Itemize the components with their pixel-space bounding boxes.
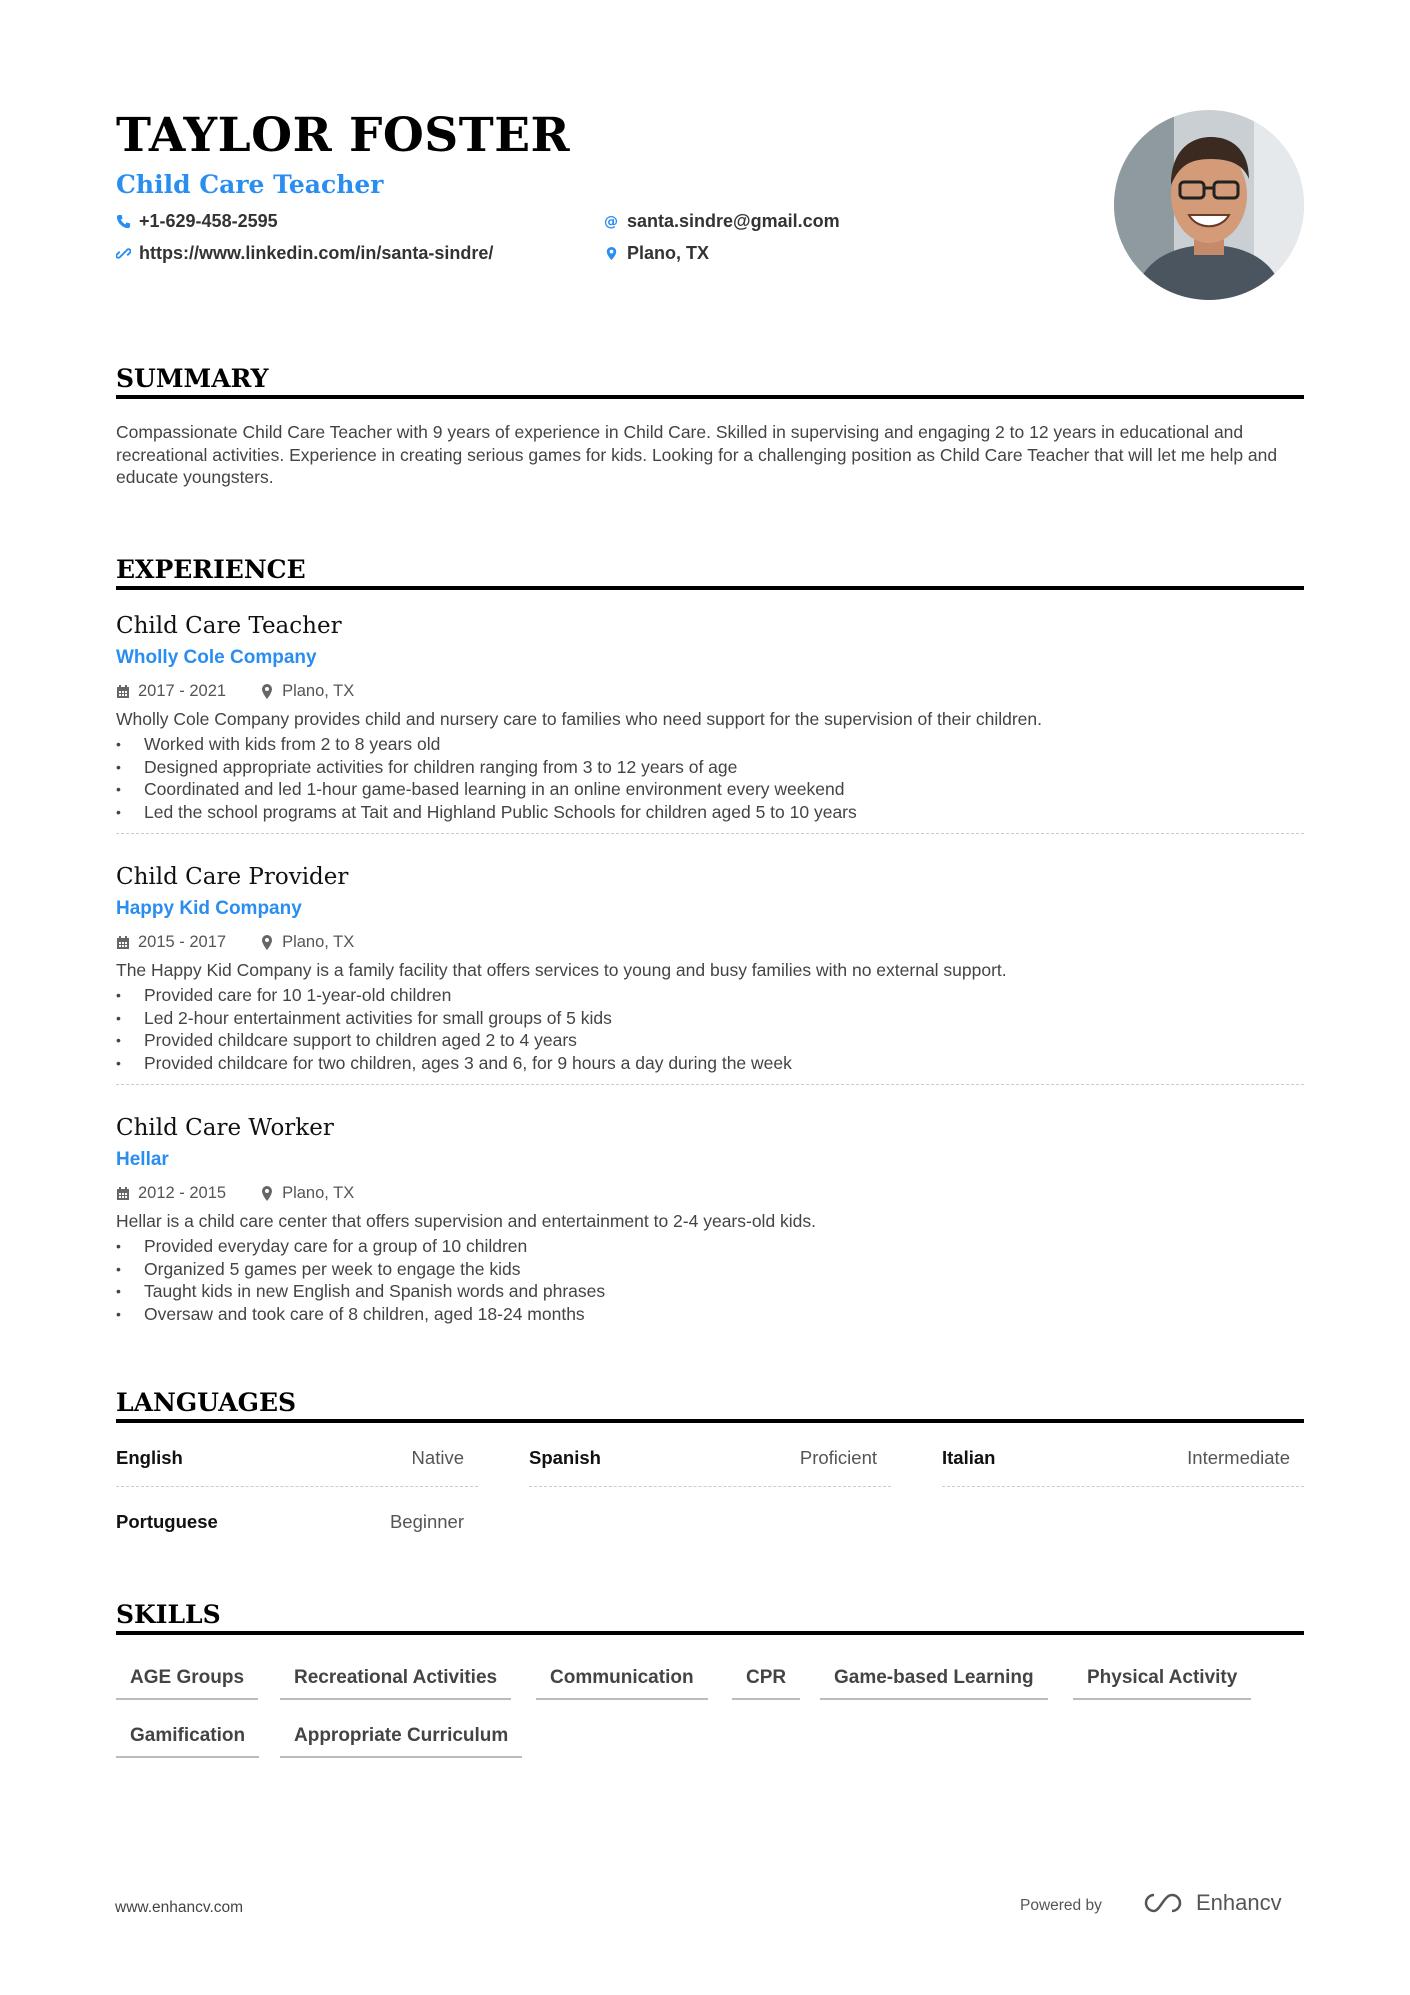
location-pin-icon [604,246,619,261]
languages-heading: LANGUAGES [116,1388,1304,1423]
company-name: Wholly Cole Company [116,647,317,668]
bullet-item: • Taught kids in new English and Spanish words and phrases [116,1280,1304,1303]
bullet-item: • Coordinated and led 1-hour game-based learning in an online environment every weekend [116,778,1304,801]
summary-heading: SUMMARY [116,364,1304,399]
job-bullets [116,733,1304,823]
job-location: Plano, TX [282,681,355,700]
job-meta [116,677,1304,705]
bullet-item: • Led the school programs at Tait and Highland Public Schools for children aged 5 to 10 years [116,801,1304,824]
powered-by-label: Powered by [1020,1897,1102,1914]
job-title: Child Care Worker [116,1115,334,1141]
location-pin-icon [260,935,274,950]
skill-tag: Game-based Learning [820,1667,1048,1700]
bullet-item: • Provided everyday care for a group of 10 children [116,1235,1304,1258]
job-meta [116,1179,1304,1207]
summary-text: Compassionate Child Care Teacher with 9 years of experience in Child Care. Skilled in supervising and engaging 2 to 12 years in educational and recreational activities. Experience in creating serious games for kids. Looking for a challenging position as Child Care Teacher that will let me help and educate youngsters. [116,422,1278,487]
job-location: Plano, TX [282,1183,355,1202]
experience-heading: EXPERIENCE [116,555,1304,590]
profile-photo [1114,110,1304,300]
brand-name: Enhancv [1196,1890,1282,1915]
bullet-item: • Led 2-hour entertainment activities for small groups of 5 kids [116,1007,1304,1030]
skill-tag: Gamification [116,1725,259,1758]
job-meta [116,928,1304,956]
bullet-item: • Oversaw and took care of 8 children, aged 18-24 months [116,1303,1304,1326]
company-name: Happy Kid Company [116,898,302,919]
location-text: Plano, TX [627,243,710,263]
job-title: Child Care Teacher [116,613,342,639]
bullet-item: • Designed appropriate activities for children ranging from 3 to 12 years of age [116,756,1304,779]
email-text[interactable]: santa.sindre@gmail.com [627,211,840,231]
enhancv-logo-icon [1140,1891,1186,1915]
language-item: English Native [116,1447,478,1487]
svg-text:@: @ [604,214,619,229]
experience-entry [116,1115,1304,1325]
candidate-name: TAYLOR FOSTER [116,108,571,163]
skill-tag: AGE Groups [116,1667,258,1700]
bullet-item: • Provided care for 10 1-year-old children [116,984,1304,1007]
language-item: Spanish Proficient [529,1447,891,1487]
phone-icon [116,214,131,229]
experience-entry [116,613,1304,834]
job-description: Wholly Cole Company provides child and nursery care to families who need support for the supervision of their children. [116,709,1043,729]
footer-url[interactable]: www.enhancv.com [115,1899,244,1916]
link-icon [116,246,131,261]
bullet-item: • Provided childcare support to children aged 2 to 4 years [116,1029,1304,1052]
bullet-item: • Organized 5 games per week to engage the kids [116,1258,1304,1281]
location-contact [604,243,709,264]
skills-heading: SKILLS [116,1600,1304,1635]
entry-divider [116,833,1304,834]
job-description: The Happy Kid Company is a family facility that offers services to young and busy families with no external support. [116,960,1007,980]
skill-tag: Physical Activity [1073,1667,1251,1700]
job-bullets [116,984,1304,1074]
entry-divider [116,1084,1304,1085]
job-dates: 2015 - 2017 [138,932,227,951]
skill-tag: Communication [536,1667,708,1700]
enhancv-logo[interactable] [1140,1890,1282,1916]
language-item: Portuguese Beginner [116,1511,464,1532]
calendar-icon [116,1186,130,1201]
at-icon [604,214,619,229]
location-pin-icon [260,1186,274,1201]
skill-tag: Recreational Activities [280,1667,511,1700]
calendar-icon [116,935,130,950]
calendar-icon [116,684,130,699]
linkedin-text[interactable]: https://www.linkedin.com/in/santa-sindre/ [139,243,494,263]
company-name: Hellar [116,1149,169,1170]
bullet-item: • Provided childcare for two children, ages 3 and 6, for 9 hours a day during the week [116,1052,1304,1075]
experience-entry [116,864,1304,1085]
job-description: Hellar is a child care center that offers supervision and entertainment to 2-4 years-old kids. [116,1211,817,1231]
location-pin-icon [260,684,274,699]
skill-tag: Appropriate Curriculum [280,1725,522,1758]
skill-tag: CPR [732,1667,800,1700]
job-dates: 2017 - 2021 [138,681,227,700]
job-dates: 2012 - 2015 [138,1183,227,1202]
bullet-item: • Worked with kids from 2 to 8 years old [116,733,1304,756]
phone-contact [116,211,278,232]
job-bullets [116,1235,1304,1325]
candidate-title: Child Care Teacher [116,170,384,199]
language-item: Italian Intermediate [942,1447,1304,1487]
email-contact[interactable] [604,211,840,232]
linkedin-contact[interactable] [116,243,493,264]
phone-text: +1-629-458-2595 [139,211,278,231]
job-location: Plano, TX [282,932,355,951]
job-title: Child Care Provider [116,864,349,890]
